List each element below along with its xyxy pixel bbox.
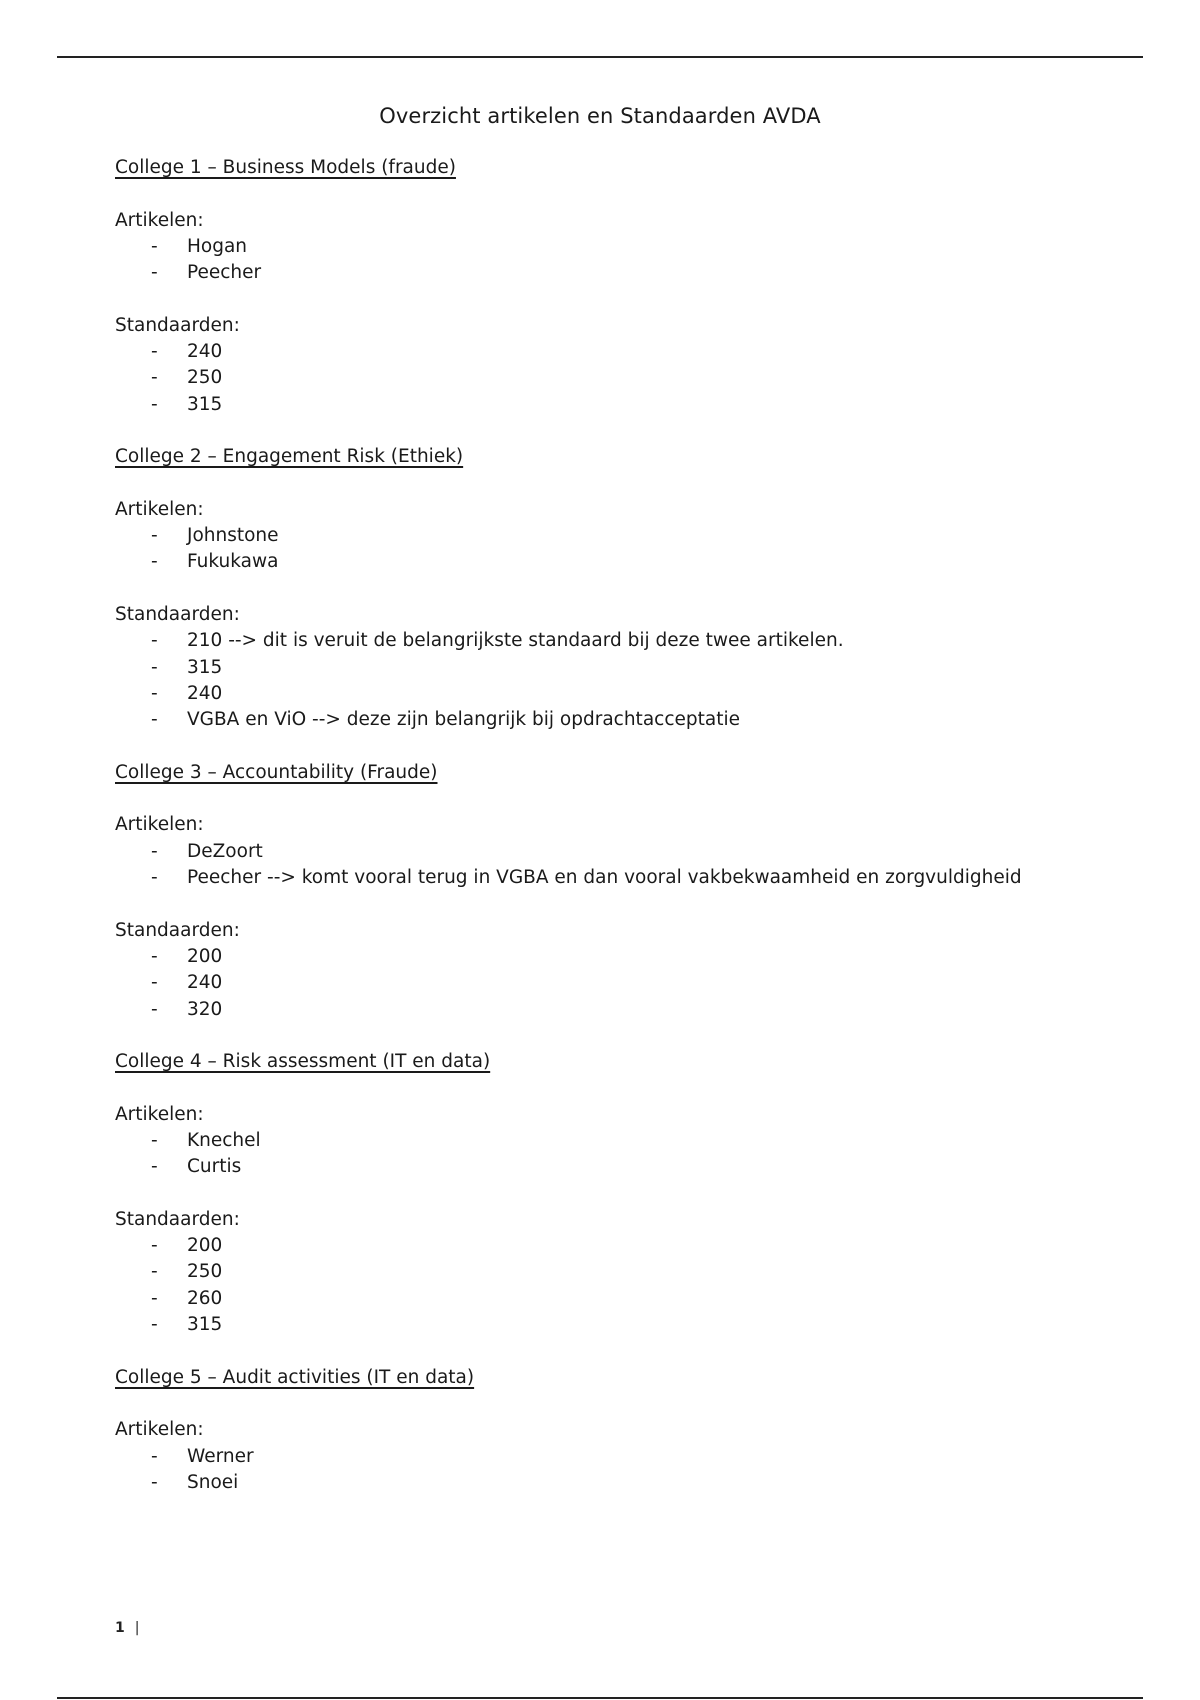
page-number-value: 1 [115,1620,125,1636]
list-item [115,628,1135,654]
document-body [115,155,1135,1496]
list-item [115,365,1135,391]
list-item-text: 320 [187,998,223,1020]
list-item-text: Johnstone [187,525,279,547]
standards-list [115,628,1135,733]
articles-group [115,1102,1135,1181]
list-item [115,655,1135,681]
dash-bullet: - [151,709,158,731]
list-item-text: DeZoort [187,840,263,862]
articles-group [115,208,1135,287]
standards-list [115,944,1135,1023]
footer-rule [57,1697,1143,1699]
standards-list [115,1233,1135,1338]
standards-group [115,1207,1135,1338]
list-item [115,549,1135,575]
college-heading: College 2 – Engagement Risk (Ethiek) [115,446,464,468]
standards-list [115,339,1135,418]
list-item [115,997,1135,1023]
articles-group [115,812,1135,891]
dash-bullet: - [151,1314,158,1336]
list-item-text: Werner [187,1445,254,1467]
articles-label: Artikelen: [115,209,204,231]
dash-bullet: - [151,1471,158,1493]
list-item-text: Knechel [187,1129,261,1151]
list-item-text: 240 [187,682,223,704]
list-item-text: 210 --> dit is veruit de belangrijkste standaard bij deze twee artikelen. [187,630,844,652]
dash-bullet: - [151,682,158,704]
list-item-text: 315 [187,393,223,415]
dash-bullet: - [151,341,158,363]
dash-bullet: - [151,551,158,573]
list-item [115,681,1135,707]
college-section [115,155,1135,418]
list-item [115,1444,1135,1470]
list-item [115,523,1135,549]
articles-group [115,1417,1135,1496]
list-item-text: 200 [187,1235,223,1257]
articles-list [115,234,1135,287]
college-section [115,1365,1135,1496]
articles-list [115,523,1135,576]
articles-list [115,839,1135,892]
articles-list [115,1128,1135,1181]
standards-group [115,602,1135,733]
list-item [115,1154,1135,1180]
dash-bullet: - [151,235,158,257]
list-item [115,1259,1135,1285]
college-heading: College 5 – Audit activities (IT en data) [115,1366,475,1388]
standards-label: Standaarden: [115,604,240,626]
dash-bullet: - [151,972,158,994]
list-item [115,1312,1135,1338]
dash-bullet: - [151,945,158,967]
page-number [115,1620,139,1636]
list-item-text: Peecher [187,262,262,284]
list-item [115,944,1135,970]
list-item-text: Hogan [187,235,248,257]
list-item-text: 315 [187,1314,223,1336]
dash-bullet: - [151,840,158,862]
dash-bullet: - [151,393,158,415]
list-item [115,234,1135,260]
list-item [115,1286,1135,1312]
page-number-separator: | [134,1620,140,1636]
dash-bullet: - [151,1129,158,1151]
standards-group [115,313,1135,418]
dash-bullet: - [151,1287,158,1309]
articles-label: Artikelen: [115,498,204,520]
list-item-text: 250 [187,1261,223,1283]
college-section [115,760,1135,1023]
list-item-text: 250 [187,367,223,389]
articles-label: Artikelen: [115,814,204,836]
list-item [115,1233,1135,1259]
list-item [115,839,1135,865]
list-item-text: 315 [187,656,223,678]
dash-bullet: - [151,630,158,652]
list-item-text: Curtis [187,1156,242,1178]
college-section [115,444,1135,733]
list-item [115,970,1135,996]
list-item-text: Fukukawa [187,551,279,573]
list-item-text: 260 [187,1287,223,1309]
dash-bullet: - [151,262,158,284]
dash-bullet: - [151,867,158,889]
standards-group [115,918,1135,1023]
list-item [115,392,1135,418]
list-item-text: 240 [187,341,223,363]
standards-label: Standaarden: [115,1208,240,1230]
college-heading: College 4 – Risk assessment (IT en data) [115,1051,491,1073]
articles-label: Artikelen: [115,1103,204,1125]
list-item [115,339,1135,365]
list-item [115,707,1135,733]
dash-bullet: - [151,1261,158,1283]
dash-bullet: - [151,1156,158,1178]
header-rule [57,56,1143,58]
dash-bullet: - [151,998,158,1020]
list-item [115,260,1135,286]
list-item-text: VGBA en ViO --> deze zijn belangrijk bij opdrachtacceptatie [187,709,740,731]
dash-bullet: - [151,1235,158,1257]
list-item [115,1128,1135,1154]
dash-bullet: - [151,367,158,389]
standards-label: Standaarden: [115,314,240,336]
college-heading: College 1 – Business Models (fraude) [115,157,456,178]
articles-list [115,1444,1135,1497]
list-item [115,1470,1135,1496]
list-item-text: 240 [187,972,223,994]
list-item-text: Snoei [187,1471,239,1493]
list-item-text: Peecher --> komt vooral terug in VGBA en dan vooral vakbekwaamheid en zorgvuldigheid [187,867,1022,889]
dash-bullet: - [151,1445,158,1467]
list-item-text: 200 [187,945,223,967]
list-item [115,865,1135,891]
document-title: Overzicht artikelen en Standaarden AVDA [379,104,821,128]
college-section [115,1049,1135,1338]
dash-bullet: - [151,525,158,547]
articles-group [115,497,1135,576]
standards-label: Standaarden: [115,919,240,941]
articles-label: Artikelen: [115,1419,204,1441]
dash-bullet: - [151,656,158,678]
college-heading: College 3 – Accountability (Fraude) [115,761,438,783]
